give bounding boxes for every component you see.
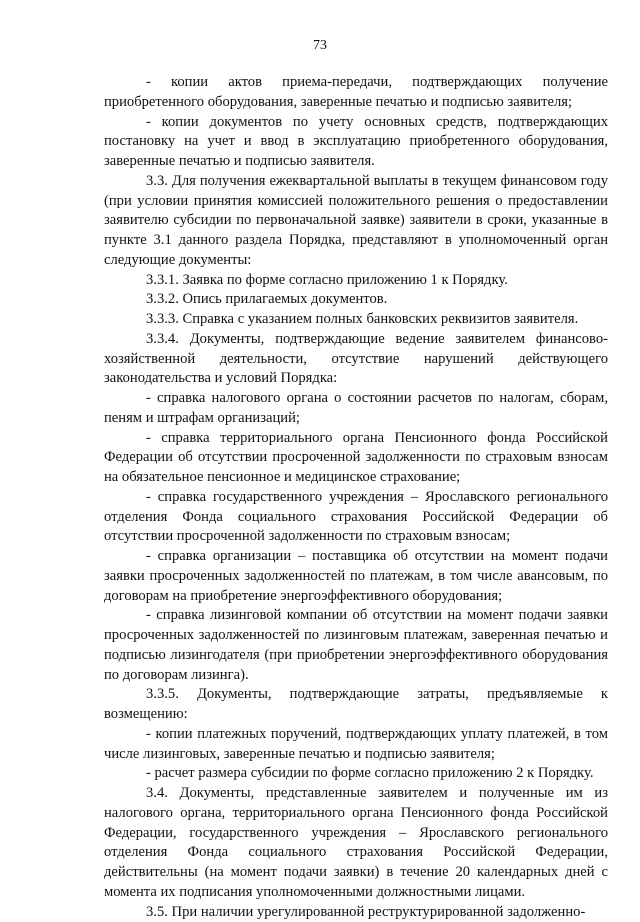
paragraph: 3.3.1. Заявка по форме согласно приложению 1 к Порядку. [104, 271, 608, 291]
paragraph: - справка организации – поставщика об отсутствии на момент подачи заявки просроченных задолженностей по платежам, в том числе авансовым, по договорам на приобретение энергоэффективного оборудования; [104, 547, 608, 606]
paragraph: - справка государственного учреждения – Ярославского регионального отделения Фонда социального страхования Российской Федерации об отсутствии просроченной задолженности по страховым взносам; [104, 488, 608, 547]
paragraph: - справка налогового органа о состоянии расчетов по налогам, сборам, пеням и штрафам организаций; [104, 389, 608, 429]
paragraph: 3.5. При наличии урегулированной реструктурированной задолженно- [104, 903, 608, 922]
paragraph: 3.3.5. Документы, подтверждающие затраты, предъявляемые к возмещению: [104, 685, 608, 725]
document-body [104, 73, 608, 922]
paragraph: - расчет размера субсидии по форме согласно приложению 2 к Порядку. [104, 764, 608, 784]
paragraph: - справка лизинговой компании об отсутствии на момент подачи заявки просроченных задолженностей по лизинговым платежам, заверенная печатью и подписью лизингодателя (при приобретении энергоэффективного оборудования по договорам лизинга). [104, 606, 608, 685]
paragraph: - копии актов приема-передачи, подтверждающих получение приобретенного оборудования, заверенные печатью и подписью заявителя; [104, 73, 608, 113]
paragraph: 3.3.3. Справка с указанием полных банковских реквизитов заявителя. [104, 310, 608, 330]
paragraph: 3.3. Для получения ежеквартальной выплаты в текущем финансовом году (при условии принятия комиссией положительного решения о предоставлении заявителю субсидии по первоначальной заявке) заявители в сроки, указанные в пункте 3.1 данного раздела Порядка, представляют в уполномоченный орган следующие документы: [104, 172, 608, 271]
paragraph: - копии платежных поручений, подтверждающих уплату платежей, в том числе лизинговых, заверенные печатью и подписью заявителя; [104, 725, 608, 765]
paragraph: 3.3.2. Опись прилагаемых документов. [104, 290, 608, 310]
page-number: 73 [0, 38, 640, 54]
paragraph: - справка территориального органа Пенсионного фонда Российской Федерации об отсутствии просроченной задолженности по страховым взносам на обязательное пенсионное и медицинское страхование; [104, 429, 608, 488]
paragraph: - копии документов по учету основных средств, подтверждающих постановку на учет и ввод в эксплуатацию приобретенного оборудования, заверенные печатью и подписью заявителя. [104, 113, 608, 172]
paragraph: 3.4. Документы, представленные заявителем и полученные им из налогового органа, территориального органа Пенсионного фонда Российской Федерации, государственного учреждения – Ярославского регионального отделения Фонда социального страхования Российской Федерации, действительны (на момент подачи заявки) в течение 20 календарных дней с момента их подписания уполномоченными должностными лицами. [104, 784, 608, 903]
paragraph: 3.3.4. Документы, подтверждающие ведение заявителем финансово-хозяйственной деятельности, отсутствие нарушений действующего законодательства и условий Порядка: [104, 330, 608, 389]
